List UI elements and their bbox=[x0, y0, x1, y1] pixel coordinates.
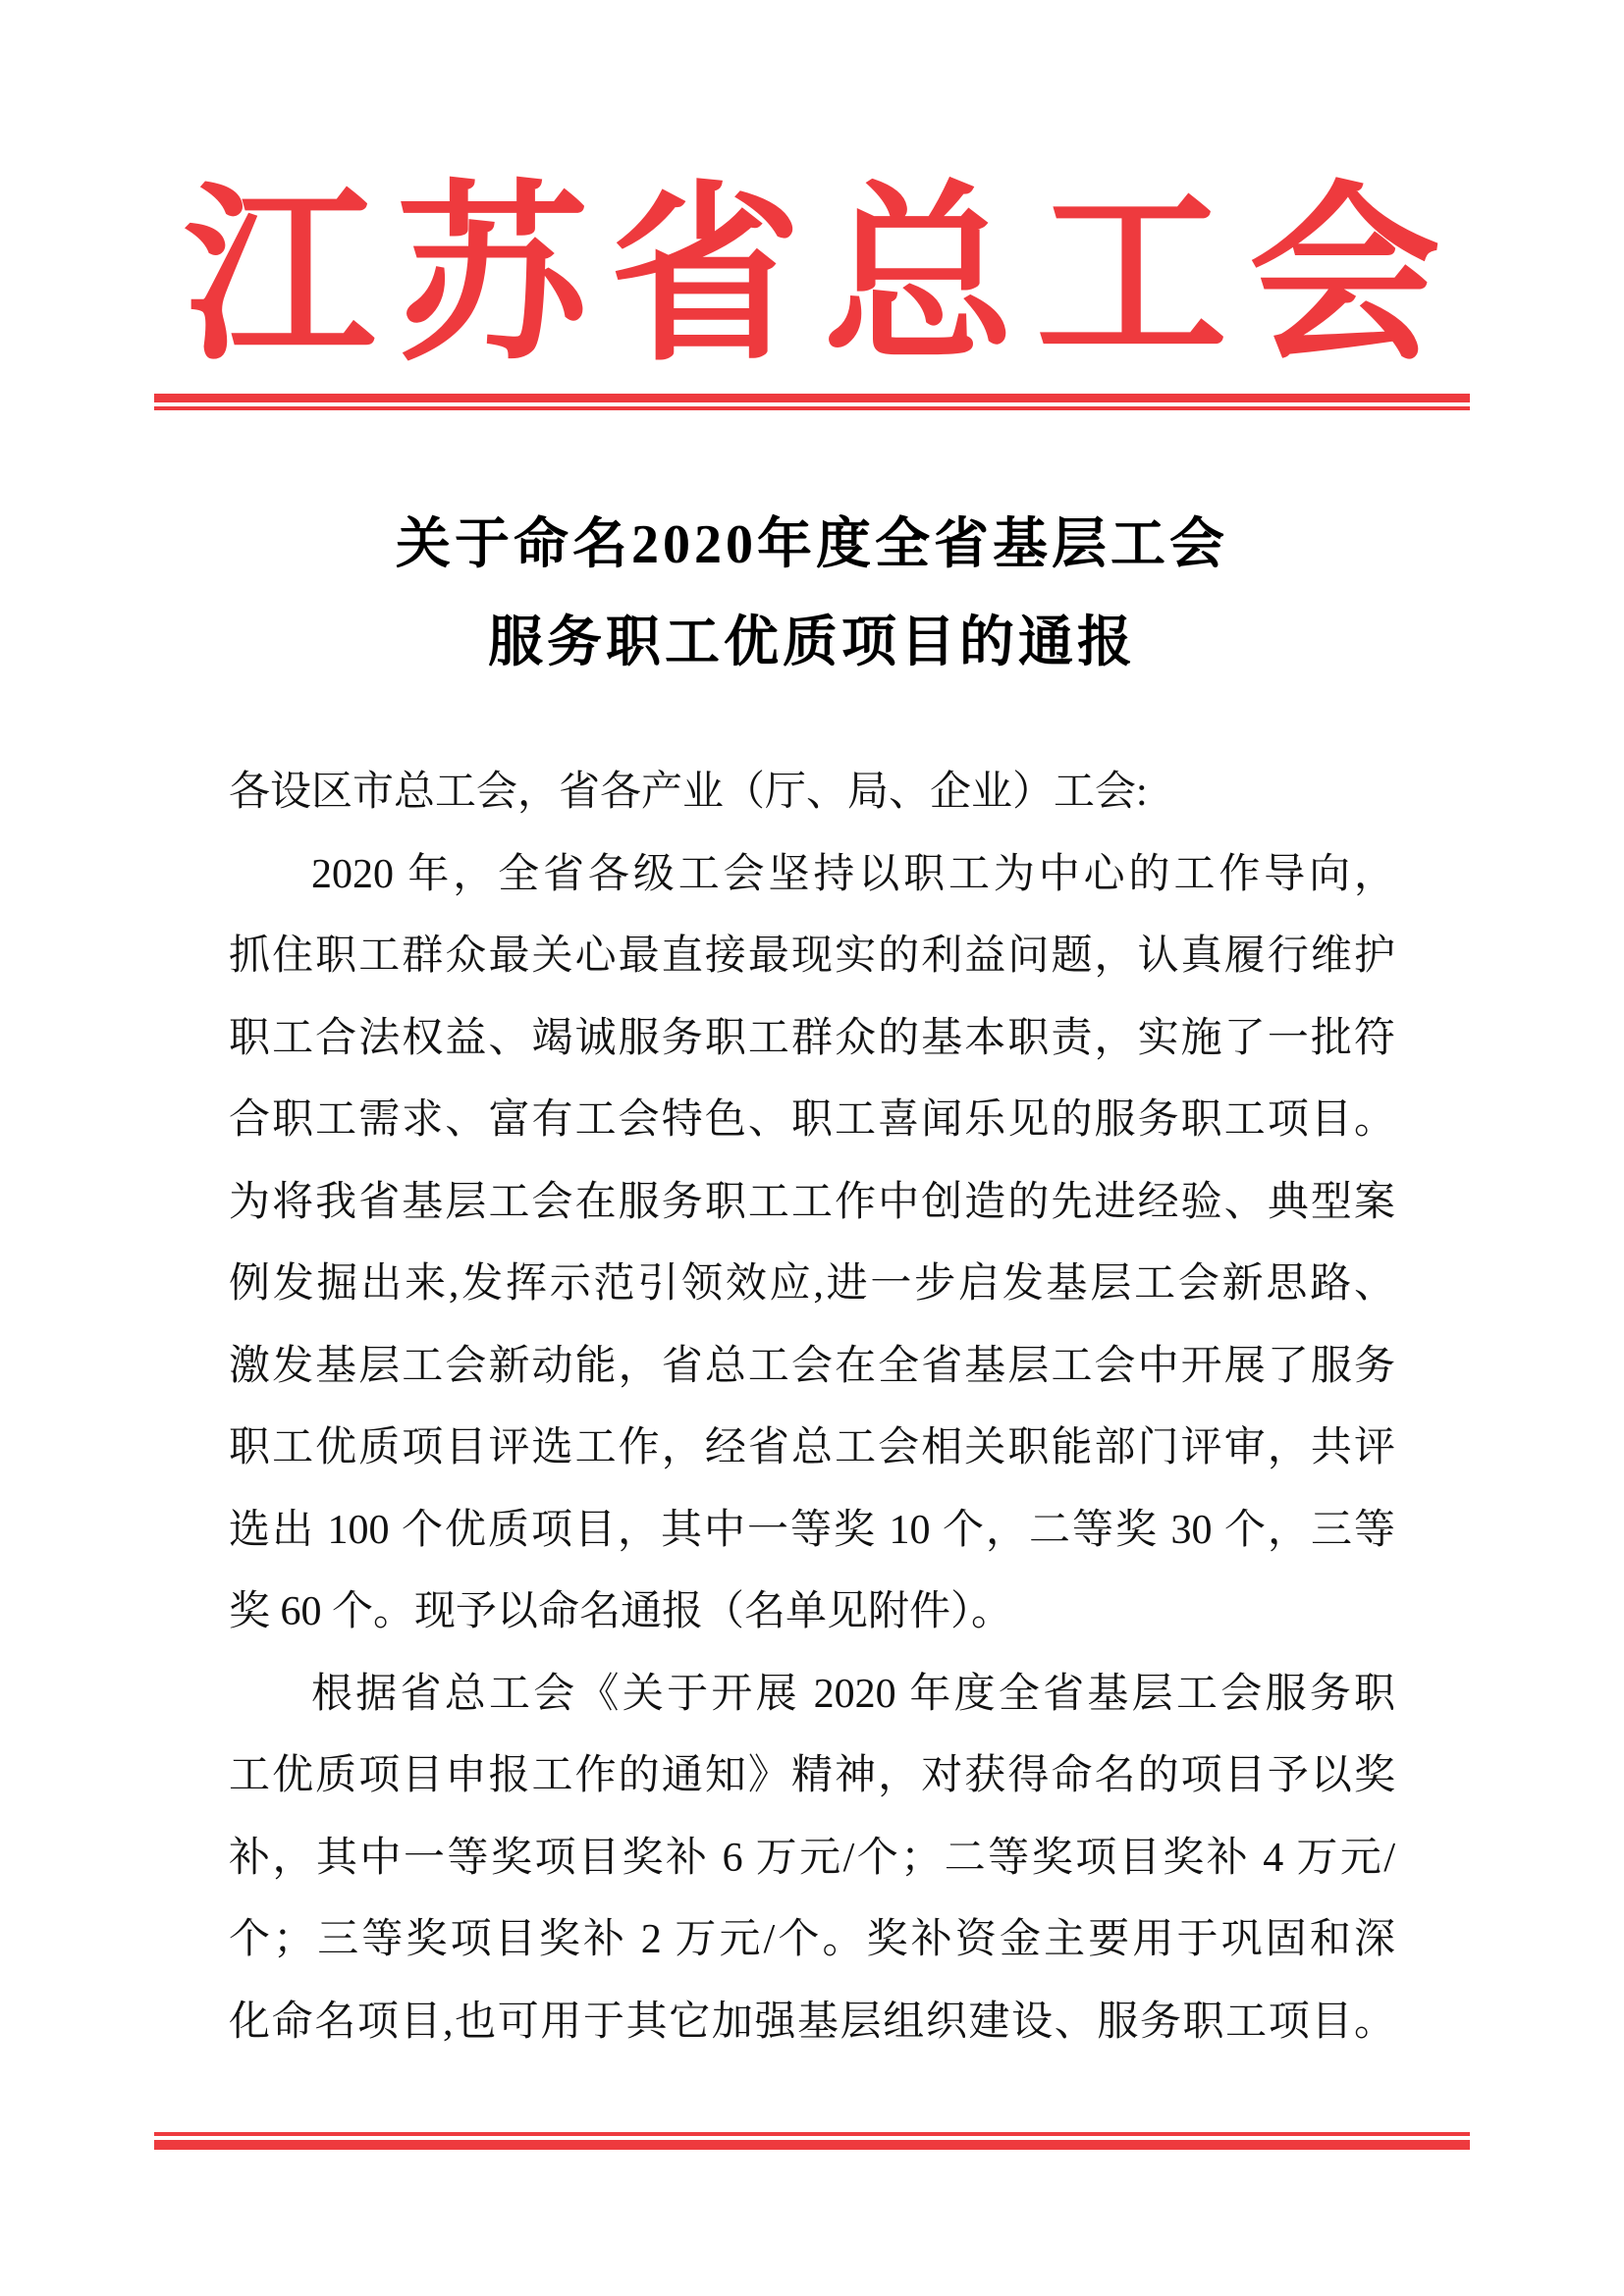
body-text-line: 职工优质项目评选工作，经省总工会相关职能部门评审，共评 bbox=[229, 1425, 1395, 1470]
body-text-line: 奖 60 个。现予以命名通报（名单见附件）。 bbox=[229, 1589, 1013, 1634]
body-text-line: 各设区市总工会，省各产业（厅、局、企业）工会: bbox=[229, 770, 1148, 815]
document-title bbox=[0, 496, 1624, 692]
header-divider-thick-line bbox=[154, 394, 1470, 402]
body-text-line: 例发掘出来,发挥示范引领效应,进一步启发基层工会新思路、 bbox=[229, 1261, 1395, 1307]
body-text-line: 根据省总工会《关于开展 2020 年度全省基层工会服务职 bbox=[311, 1671, 1395, 1717]
body-text-line: 个；三等奖项目奖补 2 万元/个。奖补资金主要用于巩固和深 bbox=[229, 1917, 1395, 1962]
body-text-line: 职工合法权益、竭诚服务职工群众的基本职责，实施了一批符 bbox=[229, 1015, 1395, 1061]
org-name-header: 江苏省总工会 bbox=[184, 172, 1462, 384]
body-text-line: 合职工需求、富有工会特色、职工喜闻乐见的服务职工项目。 bbox=[229, 1097, 1395, 1143]
body-text-line: 为将我省基层工会在服务职工工作中创造的先进经验、典型案 bbox=[229, 1179, 1395, 1225]
body-text-line: 2020 年，全省各级工会坚持以职工为中心的工作导向， bbox=[311, 851, 1395, 897]
document-title-line1: 关于命名2020年度全省基层工会 bbox=[396, 514, 1228, 575]
footer-divider-thin-line bbox=[154, 2132, 1470, 2136]
body-text-line: 工优质项目申报工作的通知》精神，对获得命名的项目予以奖 bbox=[229, 1753, 1395, 1798]
body-text-line: 补，其中一等奖项目奖补 6 万元/个；二等奖项目奖补 4 万元/ bbox=[229, 1835, 1395, 1881]
body-text-line: 化命名项目,也可用于其它加强基层组织建设、服务职工项目。 bbox=[229, 1999, 1395, 2045]
footer-divider-thick-line bbox=[154, 2140, 1470, 2150]
document-title-line2: 服务职工优质项目的通报 bbox=[488, 613, 1136, 673]
body-text-line: 选出 100 个优质项目，其中一等奖 10 个，二等奖 30 个，三等 bbox=[229, 1507, 1395, 1553]
body-text-line: 抓住职工群众最关心最直接最现实的利益问题，认真履行维护 bbox=[229, 934, 1395, 979]
document-body bbox=[229, 752, 1395, 2063]
header-divider-thin-line bbox=[154, 406, 1470, 410]
body-text-line: 激发基层工会新动能，省总工会在全省基层工会中开展了服务 bbox=[229, 1343, 1395, 1389]
